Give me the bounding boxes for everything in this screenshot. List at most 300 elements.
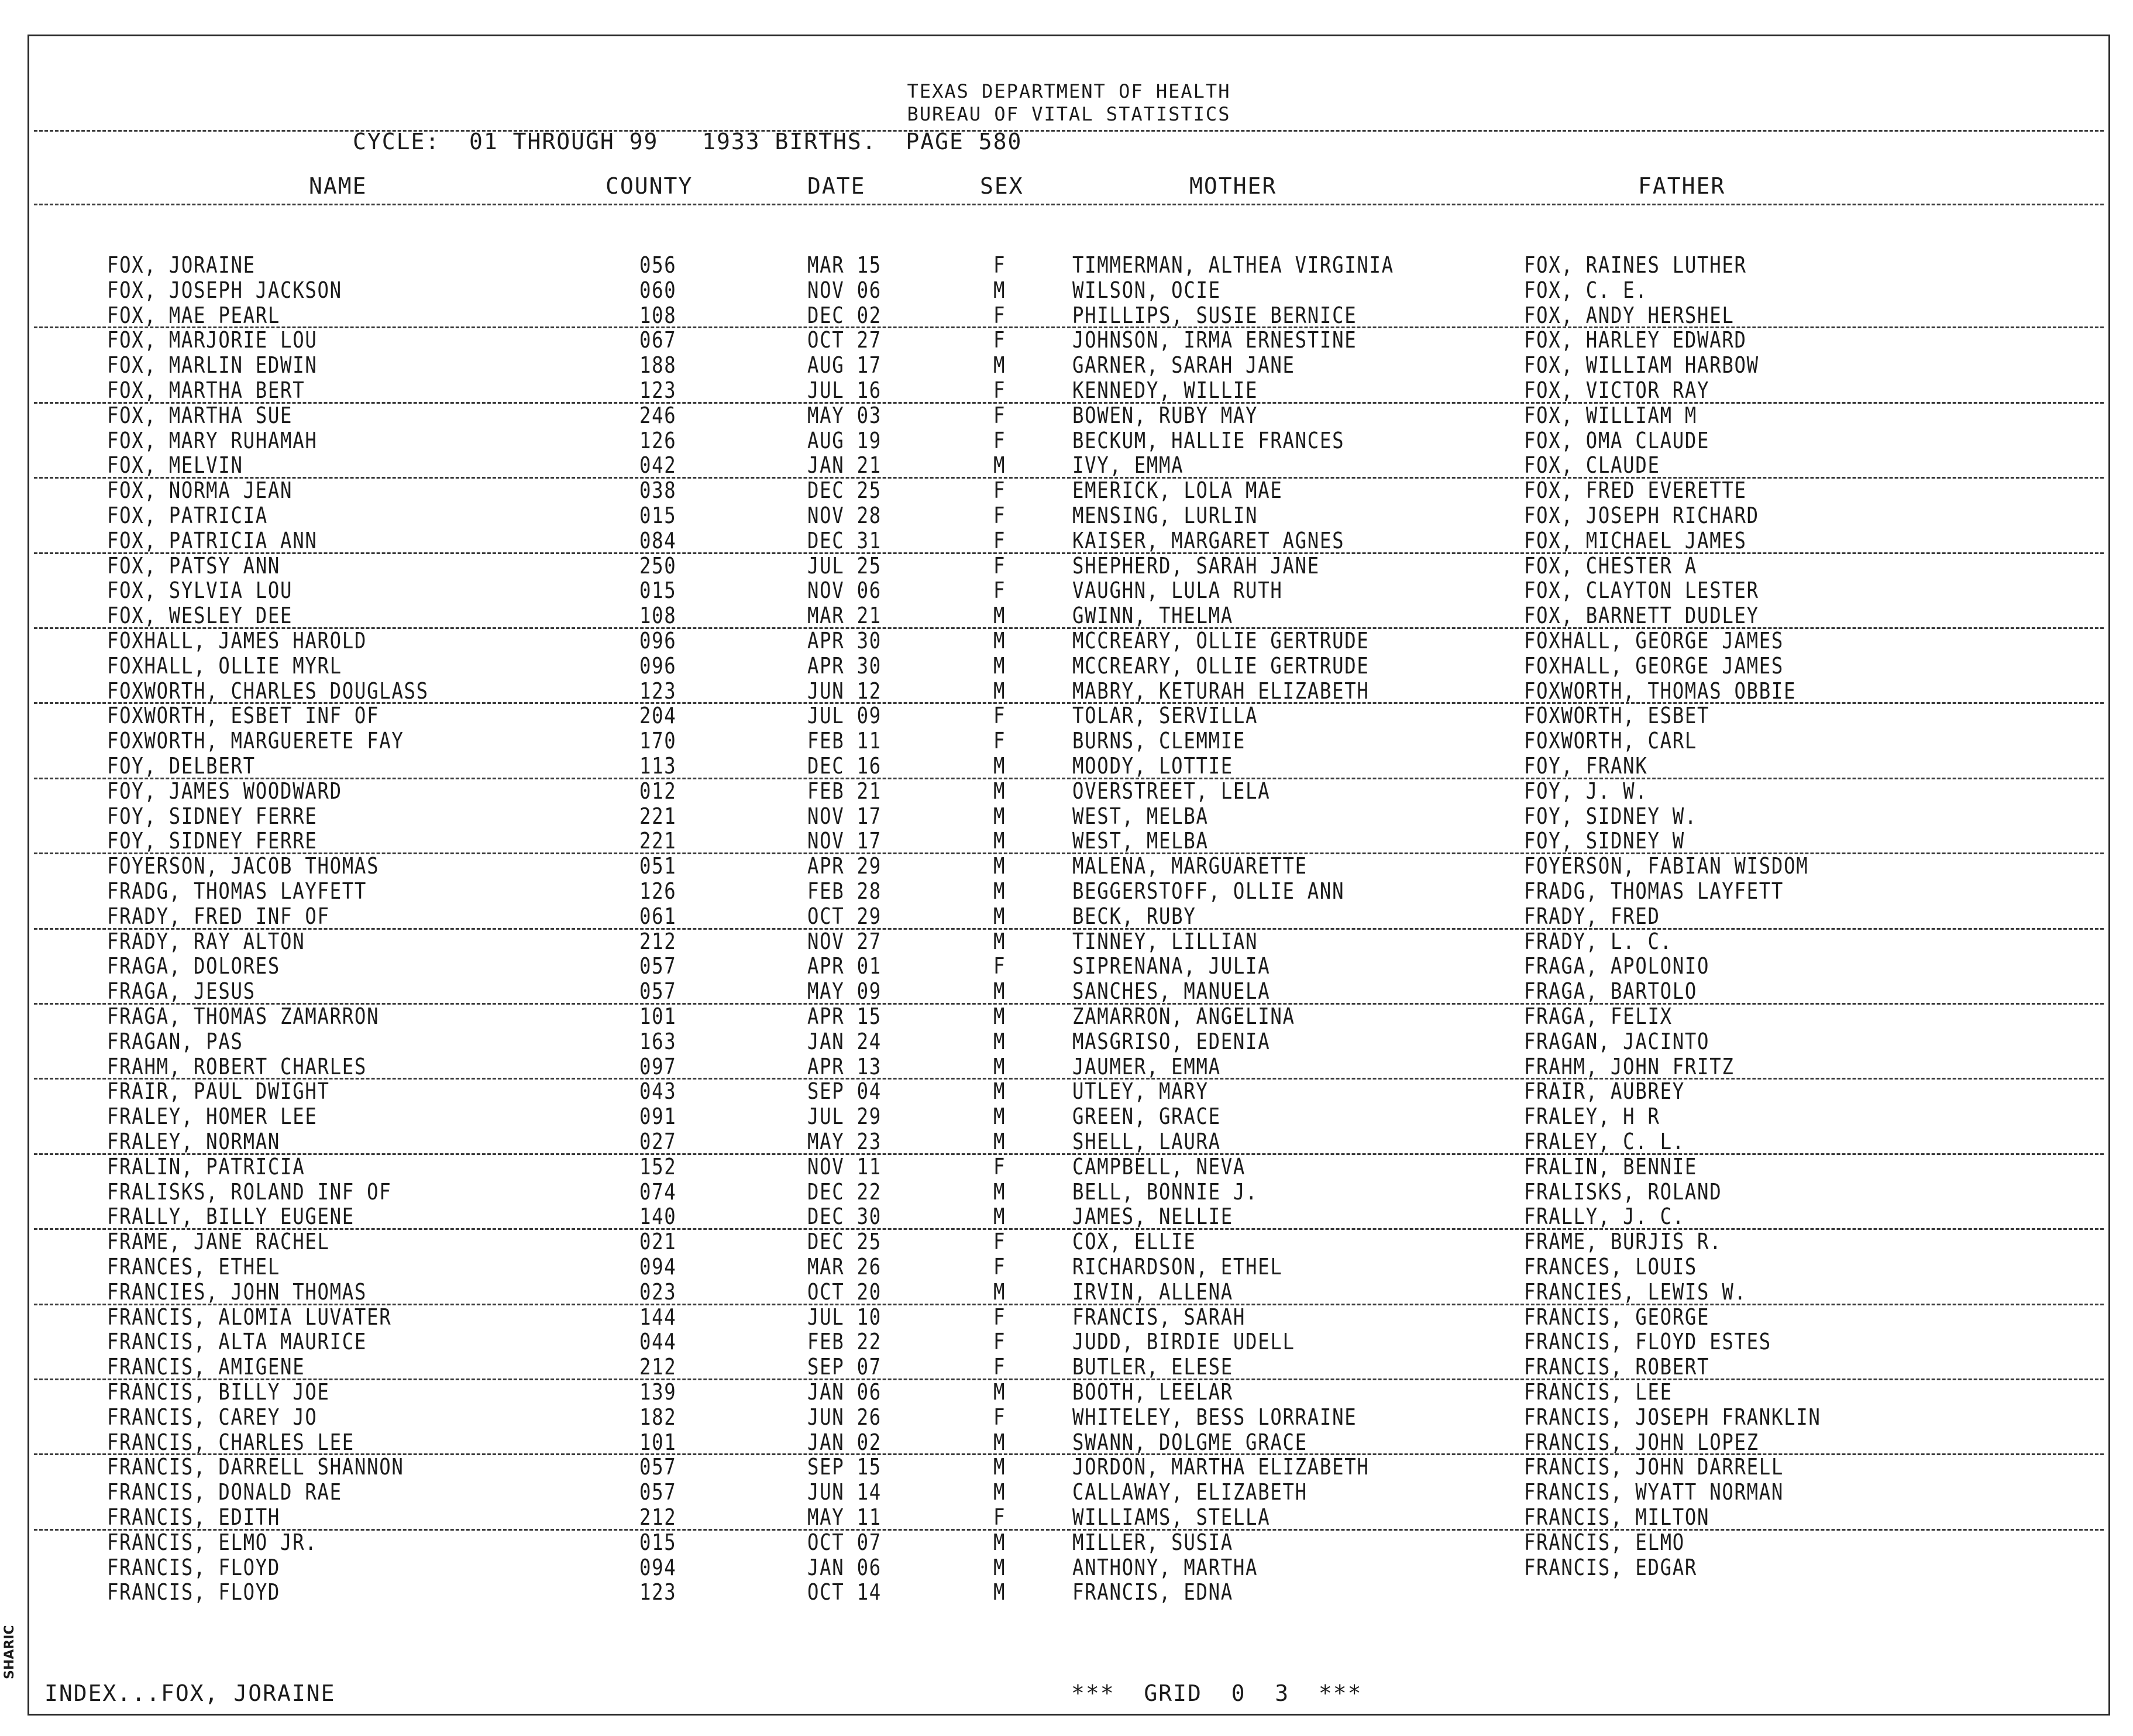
cell-name: FRANCIS, ALOMIA LUVATER [107,1304,392,1330]
row-separator-rule [34,702,2104,704]
cell-date: OCT 07 [807,1529,882,1555]
cell-mother: KENNEDY, WILLIE [1072,377,1258,403]
table-row [29,328,2108,353]
cell-sex: M [993,1479,1006,1505]
footer-index: INDEX...FOX, JORAINE [44,1680,336,1706]
cell-father: FRANCIS, MILTON [1524,1504,1710,1530]
cell-father: FRAGA, FELIX [1524,1003,1673,1029]
cell-date: NOV 27 [807,928,882,954]
cell-mother: UTLEY, MARY [1072,1078,1209,1105]
cell-father: FRADY, L. C. [1524,928,1673,954]
cell-date: JUN 26 [807,1404,882,1430]
cell-date: APR 30 [807,628,882,654]
cell-father: FRALEY, H R [1524,1104,1660,1130]
cell-father: FOXWORTH, CARL [1524,728,1698,754]
cell-sex: M [993,352,1006,379]
cell-name: FRADY, FRED INF OF [107,903,330,929]
table-row [29,503,2108,528]
cell-sex: M [993,1454,1006,1480]
cell-date: JUL 29 [807,1104,882,1130]
table-row [29,378,2108,403]
cell-mother: JUDD, BIRDIE UDELL [1072,1329,1295,1355]
cell-county: 012 [639,778,677,804]
cell-name: FOX, SYLVIA LOU [107,577,293,604]
row-separator-rule [34,1379,2104,1380]
cell-sex: F [993,703,1006,729]
cell-county: 113 [639,753,677,779]
cell-county: 023 [639,1278,677,1305]
table-row [29,253,2108,278]
cell-mother: BOWEN, RUBY MAY [1072,402,1258,428]
cell-date: APR 29 [807,853,882,879]
cell-county: 152 [639,1153,677,1180]
cell-father: FRALIN, BENNIE [1524,1153,1698,1180]
cell-mother: WEST, MELBA [1072,828,1209,854]
table-row [29,654,2108,679]
cell-mother: ZAMARRON, ANGELINA [1072,1003,1295,1029]
cell-sex: M [993,452,1006,479]
table-row [29,303,2108,328]
cell-father: FOX, WILLIAM M [1524,402,1698,428]
cell-name: FOX, JORAINE [107,252,256,278]
table-row [29,603,2108,628]
cell-father: FRANCIS, JOHN LOPEZ [1524,1429,1759,1455]
cell-mother: GREEN, GRACE [1072,1104,1221,1130]
cell-county: 044 [639,1329,677,1355]
header-bureau: BUREAU OF VITAL STATISTICS [907,103,1231,125]
cell-sex: M [993,1178,1006,1205]
table-row [29,1280,2108,1305]
cell-county: 060 [639,277,677,303]
cell-name: FRANCIS, ALTA MAURICE [107,1329,367,1355]
cell-sex: F [993,327,1006,353]
cell-name: FRANCIS, DONALD RAE [107,1479,342,1505]
cell-name: FRANCIS, DARRELL SHANNON [107,1454,404,1480]
cell-father: FRANCIS, EDGAR [1524,1554,1698,1580]
cell-county: 212 [639,928,677,954]
cell-mother: MCCREARY, OLLIE GERTRUDE [1072,628,1370,654]
row-separator-rule [34,552,2104,554]
cell-sex: F [993,1504,1006,1530]
cell-sex: F [993,527,1006,554]
cell-father: FOX, FRED EVERETTE [1524,477,1747,504]
cell-county: 084 [639,527,677,554]
cell-name: FOX, NORMA JEAN [107,477,293,504]
cell-father: FRALEY, C. L. [1524,1129,1685,1154]
cell-county: 094 [639,1554,677,1580]
header-cycle: CYCLE: 01 THROUGH 99 1933 BIRTHS. PAGE 580 [353,129,1023,154]
cell-sex: M [993,277,1006,303]
cell-sex: M [993,603,1006,629]
cell-sex: M [993,878,1006,904]
cell-county: 163 [639,1028,677,1054]
cell-sex: M [993,1278,1006,1305]
cell-date: DEC 25 [807,477,882,504]
cell-sex: F [993,1329,1006,1355]
row-separator-rule [34,1453,2104,1455]
cell-name: FOX, MARTHA BERT [107,377,305,403]
cell-mother: MOODY, LOTTIE [1072,753,1233,779]
cell-mother: ANTHONY, MARTHA [1072,1554,1258,1580]
cell-county: 108 [639,302,677,328]
cell-sex: M [993,1078,1006,1105]
cell-county: 108 [639,603,677,629]
cell-date: MAY 09 [807,978,882,1005]
cell-county: 250 [639,552,677,579]
cell-name: FRAHM, ROBERT CHARLES [107,1053,367,1080]
cell-father: FRAGA, APOLONIO [1524,953,1710,979]
cell-county: 170 [639,728,677,754]
table-row [29,353,2108,378]
cell-mother: CALLAWAY, ELIZABETH [1072,1479,1308,1505]
table-row [29,1004,2108,1029]
cell-name: FRANCIS, AMIGENE [107,1354,305,1380]
cell-father: FOYERSON, FABIAN WISDOM [1524,853,1809,879]
side-label: SHARIC [2,1625,17,1679]
cell-date: OCT 20 [807,1278,882,1305]
cell-county: 101 [639,1003,677,1029]
cell-father: FOY, J. W. [1524,778,1648,804]
cell-father: FOY, FRANK [1524,753,1648,779]
table-row [29,1430,2108,1455]
cell-sex: F [993,953,1006,979]
cell-name: FRADG, THOMAS LAYFETT [107,878,367,904]
table-row [29,879,2108,904]
cell-mother: WEST, MELBA [1072,803,1209,829]
column-header-date: DATE [807,173,866,199]
table-row [29,1254,2108,1280]
cell-county: 094 [639,1254,677,1280]
cell-date: APR 30 [807,652,882,679]
cell-county: 101 [639,1429,677,1455]
cell-name: FOX, MARLIN EDWIN [107,352,318,379]
cell-county: 182 [639,1404,677,1430]
cell-sex: F [993,302,1006,328]
cell-father: FOX, HARLEY EDWARD [1524,327,1747,353]
cell-name: FRANCIS, FLOYD [107,1554,281,1580]
cell-date: SEP 07 [807,1354,882,1380]
cell-date: NOV 11 [807,1153,882,1180]
table-row [29,1229,2108,1254]
cell-father: FOX, CHESTER A [1524,552,1698,579]
table-row [29,1555,2108,1580]
cell-date: OCT 29 [807,903,882,929]
cell-father: FOY, SIDNEY W. [1524,803,1698,829]
row-separator-rule [34,1003,2104,1005]
cell-date: MAR 26 [807,1254,882,1280]
cell-date: JUN 14 [807,1479,882,1505]
cell-date: DEC 31 [807,527,882,554]
cell-name: FRANCES, ETHEL [107,1254,281,1280]
cell-father: FRADY, FRED [1524,903,1660,929]
cell-county: 212 [639,1354,677,1380]
cell-father: FOX, ANDY HERSHEL [1524,302,1735,328]
cell-sex: F [993,1304,1006,1330]
cell-father: FOX, JOSEPH RICHARD [1524,503,1759,528]
cell-sex: M [993,1579,1006,1606]
cell-name: FOX, PATRICIA ANN [107,527,318,554]
cell-county: 015 [639,577,677,604]
cell-father: FRANCES, LOUIS [1524,1254,1698,1280]
cell-sex: M [993,828,1006,854]
row-separator-rule [34,928,2104,930]
table-row [29,428,2108,453]
table-row [29,1129,2108,1154]
cell-mother: BURNS, CLEMMIE [1072,728,1246,754]
table-row [29,1079,2108,1104]
cell-sex: F [993,1254,1006,1280]
cell-county: 057 [639,953,677,979]
column-header-county: COUNTY [606,173,693,199]
cell-county: 246 [639,402,677,428]
cell-father: FOXHALL, GEORGE JAMES [1524,628,1784,654]
cell-county: 027 [639,1129,677,1154]
cell-sex: M [993,1379,1006,1405]
cell-date: DEC 25 [807,1229,882,1255]
table-row [29,528,2108,554]
cell-mother: RICHARDSON, ETHEL [1072,1254,1283,1280]
cell-name: FOX, MELVIN [107,452,243,479]
cell-date: NOV 06 [807,277,882,303]
cell-name: FOXHALL, OLLIE MYRL [107,652,342,679]
cell-sex: M [993,1053,1006,1080]
cell-county: 015 [639,503,677,528]
row-separator-rule [34,326,2104,328]
table-row [29,628,2108,654]
cell-sex: M [993,1204,1006,1230]
cell-name: FOX, PATSY ANN [107,552,281,579]
cell-father: FRANCIS, LEE [1524,1379,1673,1405]
cell-county: 096 [639,652,677,679]
cell-name: FRANCIS, BILLY JOE [107,1379,330,1405]
table-row [29,1204,2108,1229]
table-row [29,278,2108,303]
cell-sex: F [993,728,1006,754]
cell-county: 057 [639,978,677,1005]
cell-date: JAN 06 [807,1379,882,1405]
cell-name: FOX, WESLEY DEE [107,603,293,629]
cell-sex: M [993,903,1006,929]
cell-date: JAN 24 [807,1028,882,1054]
cell-sex: M [993,1554,1006,1580]
cell-mother: OVERSTREET, LELA [1072,778,1271,804]
cell-mother: FRANCIS, SARAH [1072,1304,1246,1330]
cell-mother: BECKUM, HALLIE FRANCES [1072,427,1345,453]
table-row [29,779,2108,804]
cell-mother: MABRY, KETURAH ELIZABETH [1072,678,1370,704]
cell-mother: TIMMERMAN, ALTHEA VIRGINIA [1072,252,1394,278]
cell-mother: MILLER, SUSIA [1072,1529,1233,1555]
cell-name: FOY, JAMES WOODWARD [107,778,342,804]
cell-father: FRAIR, AUBREY [1524,1078,1685,1105]
cell-sex: M [993,1429,1006,1455]
table-row [29,554,2108,579]
cell-sex: M [993,1129,1006,1154]
table-row [29,1405,2108,1430]
cell-father: FOX, WILLIAM HARBOW [1524,352,1759,379]
cell-mother: TOLAR, SERVILLA [1072,703,1258,729]
cell-father: FOXWORTH, ESBET [1524,703,1710,729]
cell-county: 091 [639,1104,677,1130]
cell-date: JUN 12 [807,678,882,704]
cell-mother: IRVIN, ALLENA [1072,1278,1233,1305]
cell-county: 021 [639,1229,677,1255]
cell-date: MAY 11 [807,1504,882,1530]
cell-father: FRANCIS, WYATT NORMAN [1524,1479,1784,1505]
cell-father: FRANCIS, JOSEPH FRANKLIN [1524,1404,1821,1430]
cell-date: NOV 28 [807,503,882,528]
cell-sex: F [993,252,1006,278]
table-row [29,1355,2108,1380]
cell-name: FRAGAN, PAS [107,1028,243,1054]
cell-mother: WILLIAMS, STELLA [1072,1504,1271,1530]
cell-sex: F [993,503,1006,528]
cell-mother: CAMPBELL, NEVA [1072,1153,1246,1180]
cell-date: MAY 23 [807,1129,882,1154]
cell-county: 123 [639,678,677,704]
cell-sex: F [993,552,1006,579]
cell-name: FRANCIS, ELMO JR. [107,1529,318,1555]
cell-sex: M [993,803,1006,829]
cell-name: FOXWORTH, ESBET INF OF [107,703,380,729]
cell-father: FOX, MICHAEL JAMES [1524,527,1747,554]
cell-county: 043 [639,1078,677,1105]
cell-county: 140 [639,1204,677,1230]
table-row [29,453,2108,478]
cell-date: JAN 02 [807,1429,882,1455]
table-row [29,979,2108,1004]
cell-name: FOY, SIDNEY FERRE [107,828,318,854]
cell-date: NOV 17 [807,803,882,829]
cell-date: NOV 06 [807,577,882,604]
cell-date: SEP 15 [807,1454,882,1480]
cell-date: MAY 03 [807,402,882,428]
cell-sex: M [993,778,1006,804]
cell-mother: JAMES, NELLIE [1072,1204,1233,1230]
cell-name: FOXWORTH, MARGUERETE FAY [107,728,404,754]
document-frame [27,35,2110,1716]
cell-date: MAR 21 [807,603,882,629]
cell-mother: TINNEY, LILLIAN [1072,928,1258,954]
cell-mother: BUTLER, ELESE [1072,1354,1233,1380]
cell-mother: BEGGERSTOFF, OLLIE ANN [1072,878,1345,904]
table-row [29,829,2108,854]
cell-father: FOXWORTH, THOMAS OBBIE [1524,678,1797,704]
cell-county: 126 [639,427,677,453]
cell-sex: M [993,652,1006,679]
cell-date: MAR 15 [807,252,882,278]
cell-mother: KAISER, MARGARET AGNES [1072,527,1345,554]
table-row [29,679,2108,704]
cell-date: FEB 28 [807,878,882,904]
table-row [29,804,2108,829]
column-header-rule [34,204,2104,205]
cell-date: JUL 09 [807,703,882,729]
cell-name: FOXHALL, JAMES HAROLD [107,628,367,654]
cell-name: FOXWORTH, CHARLES DOUGLASS [107,678,429,704]
cell-county: 015 [639,1529,677,1555]
row-separator-rule [34,1304,2104,1305]
cell-name: FOX, MARTHA SUE [107,402,293,428]
cell-father: FOX, CLAUDE [1524,452,1660,479]
cell-mother: SWANN, DOLGME GRACE [1072,1429,1308,1455]
cell-date: FEB 22 [807,1329,882,1355]
cell-sex: F [993,1153,1006,1180]
cell-date: JAN 06 [807,1554,882,1580]
cell-mother: BECK, RUBY [1072,903,1196,929]
cell-name: FRAGA, THOMAS ZAMARRON [107,1003,380,1029]
cell-mother: SHEPHERD, SARAH JANE [1072,552,1320,579]
table-row [29,754,2108,779]
cell-name: FRALLY, BILLY EUGENE [107,1204,355,1230]
row-separator-rule [34,778,2104,779]
cell-name: FRALEY, HOMER LEE [107,1104,318,1130]
table-row [29,1530,2108,1555]
table-row [29,1455,2108,1480]
cell-mother: JOHNSON, IRMA ERNESTINE [1072,327,1357,353]
cell-name: FRAME, JANE RACHEL [107,1229,330,1255]
header-agency: TEXAS DEPARTMENT OF HEALTH [907,80,1231,102]
cell-name: FRAGA, JESUS [107,978,256,1005]
table-row [29,904,2108,929]
row-separator-rule [34,402,2104,404]
cell-county: 051 [639,853,677,879]
cell-mother: PHILLIPS, SUSIE BERNICE [1072,302,1357,328]
cell-sex: M [993,1529,1006,1555]
table-row [29,1154,2108,1180]
cell-name: FRANCIS, CHARLES LEE [107,1429,355,1455]
cell-county: 126 [639,878,677,904]
table-row [29,1580,2108,1605]
row-separator-rule [34,1529,2104,1531]
cell-name: FRAGA, DOLORES [107,953,281,979]
cell-mother: BELL, BONNIE J. [1072,1178,1258,1205]
cell-county: 074 [639,1178,677,1205]
cell-county: 057 [639,1454,677,1480]
cell-name: FOYERSON, JACOB THOMAS [107,853,380,879]
cell-mother: VAUGHN, LULA RUTH [1072,577,1283,604]
cell-sex: F [993,402,1006,428]
cell-sex: F [993,477,1006,504]
cell-sex: M [993,628,1006,654]
cell-father: FRAME, BURJIS R. [1524,1229,1722,1255]
cell-date: APR 15 [807,1003,882,1029]
cell-mother: MALENA, MARGUARETTE [1072,853,1308,879]
row-separator-rule [34,1078,2104,1080]
cell-sex: M [993,1003,1006,1029]
cell-mother: SANCHES, MANUELA [1072,978,1271,1005]
cell-mother: FRANCIS, EDNA [1072,1579,1233,1606]
cell-date: JUL 10 [807,1304,882,1330]
table-row [29,1180,2108,1205]
cell-sex: F [993,577,1006,604]
cell-father: FRALISKS, ROLAND [1524,1178,1722,1205]
cell-father: FOXHALL, GEORGE JAMES [1524,652,1784,679]
cell-name: FOX, JOSEPH JACKSON [107,277,342,303]
cell-name: FOX, MARY RUHAMAH [107,427,318,453]
cell-father: FRADG, THOMAS LAYFETT [1524,878,1784,904]
cell-name: FRAIR, PAUL DWIGHT [107,1078,330,1105]
cell-county: 188 [639,352,677,379]
cell-mother: EMERICK, LOLA MAE [1072,477,1283,504]
cell-sex: M [993,753,1006,779]
cell-date: OCT 27 [807,327,882,353]
cell-mother: GARNER, SARAH JANE [1072,352,1295,379]
row-separator-rule [34,627,2104,629]
cell-father: FRAGA, BARTOLO [1524,978,1698,1005]
cell-county: 038 [639,477,677,504]
cell-father: FOX, RAINES LUTHER [1524,252,1747,278]
